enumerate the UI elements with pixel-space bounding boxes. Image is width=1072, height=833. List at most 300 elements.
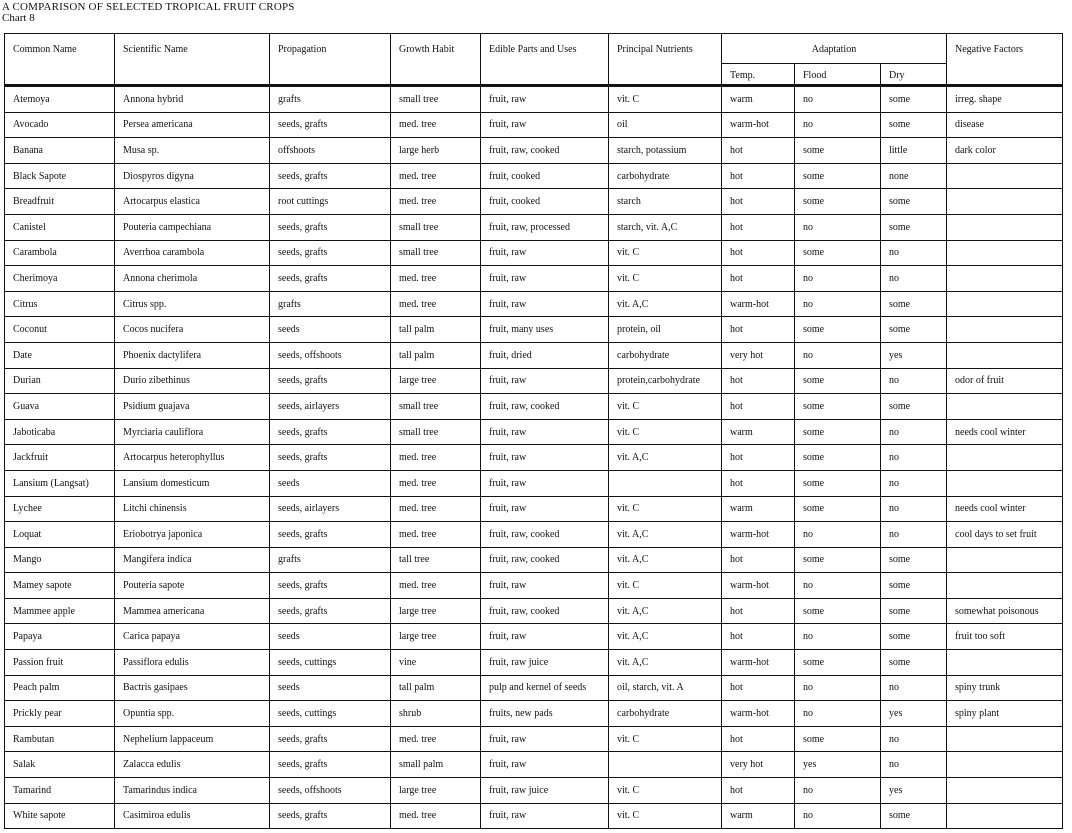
cell-principal-nutrients: [609, 752, 722, 778]
cell-edible-parts: fruit, raw: [481, 86, 609, 113]
cell-growth-habit: med. tree: [391, 726, 481, 752]
cell-flood: some: [795, 368, 881, 394]
cell-scientific-name: Musa sp.: [115, 138, 270, 164]
cell-principal-nutrients: carbohydrate: [609, 163, 722, 189]
cell-propagation: seeds, grafts: [270, 522, 391, 548]
cell-negative-factors: [947, 778, 1063, 804]
cell-negative-factors: cool days to set fruit: [947, 522, 1063, 548]
cell-growth-habit: shrub: [391, 701, 481, 727]
cell-principal-nutrients: carbohydrate: [609, 342, 722, 368]
cell-negative-factors: [947, 214, 1063, 240]
cell-growth-habit: tall tree: [391, 547, 481, 573]
cell-negative-factors: [947, 573, 1063, 599]
cell-principal-nutrients: [609, 470, 722, 496]
header-flood: Flood: [795, 64, 881, 86]
cell-growth-habit: large herb: [391, 138, 481, 164]
table-row: [5, 419, 1063, 445]
cell-negative-factors: dark color: [947, 138, 1063, 164]
cell-scientific-name: Passiflora edulis: [115, 650, 270, 676]
cell-temp: warm-hot: [722, 701, 795, 727]
cell-edible-parts: fruit, raw, cooked: [481, 547, 609, 573]
cell-scientific-name: Psidium guajava: [115, 394, 270, 420]
cell-growth-habit: large tree: [391, 624, 481, 650]
cell-dry: no: [881, 266, 947, 292]
table-row: [5, 496, 1063, 522]
cell-flood: no: [795, 522, 881, 548]
cell-common-name: Breadfruit: [5, 189, 115, 215]
cell-propagation: seeds, grafts: [270, 266, 391, 292]
cell-scientific-name: Opuntia spp.: [115, 701, 270, 727]
cell-common-name: Lychee: [5, 496, 115, 522]
cell-growth-habit: med. tree: [391, 496, 481, 522]
header-common-name: Common Name: [5, 34, 115, 86]
cell-propagation: seeds, grafts: [270, 368, 391, 394]
cell-growth-habit: vine: [391, 650, 481, 676]
cell-flood: no: [795, 112, 881, 138]
cell-edible-parts: fruit, raw: [481, 112, 609, 138]
cell-flood: some: [795, 240, 881, 266]
cell-temp: warm: [722, 86, 795, 113]
cell-temp: warm-hot: [722, 522, 795, 548]
cell-common-name: Banana: [5, 138, 115, 164]
cell-propagation: seeds, grafts: [270, 419, 391, 445]
header-temp: Temp.: [722, 64, 795, 86]
cell-negative-factors: [947, 342, 1063, 368]
cell-scientific-name: Persea americana: [115, 112, 270, 138]
cell-flood: some: [795, 496, 881, 522]
header-scientific-name: Scientific Name: [115, 34, 270, 86]
cell-principal-nutrients: vit. A,C: [609, 547, 722, 573]
cell-edible-parts: fruit, dried: [481, 342, 609, 368]
cell-dry: yes: [881, 701, 947, 727]
cell-dry: yes: [881, 342, 947, 368]
table-row: [5, 112, 1063, 138]
cell-edible-parts: fruit, many uses: [481, 317, 609, 343]
cell-negative-factors: [947, 547, 1063, 573]
cell-growth-habit: med. tree: [391, 112, 481, 138]
cell-dry: some: [881, 394, 947, 420]
cell-propagation: seeds: [270, 624, 391, 650]
cell-common-name: Canistel: [5, 214, 115, 240]
cell-edible-parts: fruit, raw, cooked: [481, 598, 609, 624]
table-row: [5, 291, 1063, 317]
cell-dry: some: [881, 803, 947, 829]
cell-scientific-name: Cocos nucifera: [115, 317, 270, 343]
table-row: [5, 778, 1063, 804]
table-row: [5, 726, 1063, 752]
cell-growth-habit: med. tree: [391, 573, 481, 599]
cell-dry: some: [881, 650, 947, 676]
cell-propagation: seeds: [270, 675, 391, 701]
cell-principal-nutrients: vit. C: [609, 86, 722, 113]
cell-negative-factors: [947, 189, 1063, 215]
cell-growth-habit: med. tree: [391, 291, 481, 317]
cell-scientific-name: Pouteria sapote: [115, 573, 270, 599]
cell-edible-parts: fruit, raw: [481, 752, 609, 778]
cell-flood: some: [795, 419, 881, 445]
table-body: [5, 86, 1063, 829]
cell-dry: no: [881, 752, 947, 778]
cell-propagation: root cuttings: [270, 189, 391, 215]
cell-scientific-name: Averrhoa carambola: [115, 240, 270, 266]
cell-dry: some: [881, 317, 947, 343]
cell-common-name: White sapote: [5, 803, 115, 829]
cell-temp: very hot: [722, 752, 795, 778]
cell-principal-nutrients: protein, oil: [609, 317, 722, 343]
cell-negative-factors: [947, 163, 1063, 189]
page-title: A COMPARISON OF SELECTED TROPICAL FRUIT CROPS: [2, 1, 295, 13]
cell-scientific-name: Citrus spp.: [115, 291, 270, 317]
cell-temp: warm: [722, 496, 795, 522]
cell-propagation: seeds, airlayers: [270, 496, 391, 522]
cell-propagation: seeds, cuttings: [270, 701, 391, 727]
cell-edible-parts: fruit, raw: [481, 470, 609, 496]
cell-propagation: grafts: [270, 291, 391, 317]
cell-common-name: Coconut: [5, 317, 115, 343]
table-row: [5, 240, 1063, 266]
cell-temp: hot: [722, 675, 795, 701]
cell-propagation: seeds, cuttings: [270, 650, 391, 676]
cell-edible-parts: fruit, raw: [481, 419, 609, 445]
cell-negative-factors: [947, 445, 1063, 471]
cell-scientific-name: Artocarpus elastica: [115, 189, 270, 215]
table-row: [5, 163, 1063, 189]
cell-temp: warm: [722, 803, 795, 829]
cell-common-name: Rambutan: [5, 726, 115, 752]
cell-growth-habit: tall palm: [391, 342, 481, 368]
cell-edible-parts: fruit, raw: [481, 624, 609, 650]
cell-propagation: seeds, grafts: [270, 214, 391, 240]
cell-principal-nutrients: vit. A,C: [609, 522, 722, 548]
cell-edible-parts: fruit, raw, processed: [481, 214, 609, 240]
cell-edible-parts: fruit, raw juice: [481, 650, 609, 676]
cell-principal-nutrients: carbohydrate: [609, 701, 722, 727]
cell-flood: no: [795, 342, 881, 368]
cell-flood: some: [795, 650, 881, 676]
table-row: [5, 803, 1063, 829]
cell-dry: some: [881, 291, 947, 317]
cell-edible-parts: fruit, raw, cooked: [481, 394, 609, 420]
cell-growth-habit: small tree: [391, 394, 481, 420]
cell-propagation: seeds, offshoots: [270, 778, 391, 804]
cell-temp: warm-hot: [722, 573, 795, 599]
cell-edible-parts: fruit, raw: [481, 803, 609, 829]
cell-common-name: Cherimoya: [5, 266, 115, 292]
cell-common-name: Durian: [5, 368, 115, 394]
cell-scientific-name: Diospyros digyna: [115, 163, 270, 189]
cell-principal-nutrients: oil, starch, vit. A: [609, 675, 722, 701]
cell-dry: no: [881, 419, 947, 445]
cell-dry: yes: [881, 778, 947, 804]
cell-common-name: Atemoya: [5, 86, 115, 113]
table-row: [5, 138, 1063, 164]
cell-principal-nutrients: vit. C: [609, 573, 722, 599]
cell-growth-habit: tall palm: [391, 675, 481, 701]
cell-propagation: seeds, offshoots: [270, 342, 391, 368]
cell-principal-nutrients: vit. C: [609, 419, 722, 445]
cell-growth-habit: large tree: [391, 778, 481, 804]
cell-common-name: Jackfruit: [5, 445, 115, 471]
cell-principal-nutrients: vit. A,C: [609, 598, 722, 624]
cell-propagation: seeds, grafts: [270, 726, 391, 752]
table-row: [5, 547, 1063, 573]
cell-growth-habit: med. tree: [391, 522, 481, 548]
header-dry: Dry: [881, 64, 947, 86]
cell-negative-factors: [947, 650, 1063, 676]
cell-scientific-name: Zalacca edulis: [115, 752, 270, 778]
cell-common-name: Avocado: [5, 112, 115, 138]
cell-principal-nutrients: protein,carbohydrate: [609, 368, 722, 394]
cell-principal-nutrients: vit. C: [609, 496, 722, 522]
cell-principal-nutrients: vit. C: [609, 803, 722, 829]
cell-dry: none: [881, 163, 947, 189]
cell-principal-nutrients: vit. A,C: [609, 650, 722, 676]
cell-common-name: Black Sapote: [5, 163, 115, 189]
header-growth-habit: Growth Habit: [391, 34, 481, 86]
table-row: [5, 598, 1063, 624]
cell-edible-parts: fruit, cooked: [481, 163, 609, 189]
cell-flood: no: [795, 291, 881, 317]
cell-negative-factors: [947, 470, 1063, 496]
cell-principal-nutrients: starch: [609, 189, 722, 215]
cell-flood: no: [795, 573, 881, 599]
table-row: [5, 522, 1063, 548]
cell-dry: no: [881, 496, 947, 522]
cell-growth-habit: med. tree: [391, 470, 481, 496]
cell-temp: hot: [722, 470, 795, 496]
cell-scientific-name: Annona hybrid: [115, 86, 270, 113]
cell-negative-factors: [947, 291, 1063, 317]
table-row: [5, 624, 1063, 650]
cell-propagation: grafts: [270, 547, 391, 573]
cell-temp: hot: [722, 266, 795, 292]
cell-propagation: seeds, grafts: [270, 163, 391, 189]
table-row: [5, 368, 1063, 394]
cell-dry: some: [881, 624, 947, 650]
cell-temp: warm-hot: [722, 112, 795, 138]
cell-negative-factors: disease: [947, 112, 1063, 138]
header-negative-factors: Negative Factors: [947, 34, 1063, 86]
cell-propagation: grafts: [270, 86, 391, 113]
cell-temp: very hot: [722, 342, 795, 368]
cell-dry: some: [881, 112, 947, 138]
cell-negative-factors: odor of fruit: [947, 368, 1063, 394]
cell-common-name: Mammee apple: [5, 598, 115, 624]
cell-scientific-name: Tamarindus indica: [115, 778, 270, 804]
cell-temp: warm-hot: [722, 650, 795, 676]
cell-principal-nutrients: starch, vit. A,C: [609, 214, 722, 240]
cell-flood: some: [795, 598, 881, 624]
cell-growth-habit: med. tree: [391, 163, 481, 189]
cell-flood: some: [795, 163, 881, 189]
cell-dry: no: [881, 726, 947, 752]
cell-scientific-name: Mangifera indica: [115, 547, 270, 573]
cell-common-name: Lansium (Langsat): [5, 470, 115, 496]
cell-dry: no: [881, 470, 947, 496]
cell-scientific-name: Carica papaya: [115, 624, 270, 650]
cell-temp: warm-hot: [722, 291, 795, 317]
cell-growth-habit: med. tree: [391, 445, 481, 471]
cell-principal-nutrients: vit. C: [609, 726, 722, 752]
cell-scientific-name: Nephelium lappaceum: [115, 726, 270, 752]
cell-flood: no: [795, 86, 881, 113]
cell-growth-habit: large tree: [391, 368, 481, 394]
cell-flood: yes: [795, 752, 881, 778]
table-row: [5, 701, 1063, 727]
cell-negative-factors: fruit too soft: [947, 624, 1063, 650]
cell-principal-nutrients: vit. A,C: [609, 624, 722, 650]
cell-principal-nutrients: vit. C: [609, 266, 722, 292]
table-row: [5, 573, 1063, 599]
cell-dry: no: [881, 240, 947, 266]
table-row: [5, 470, 1063, 496]
cell-growth-habit: small tree: [391, 240, 481, 266]
cell-flood: some: [795, 138, 881, 164]
cell-common-name: Citrus: [5, 291, 115, 317]
cell-flood: no: [795, 701, 881, 727]
cell-edible-parts: fruit, raw: [481, 368, 609, 394]
cell-flood: no: [795, 675, 881, 701]
table-row: [5, 752, 1063, 778]
cell-principal-nutrients: vit. A,C: [609, 291, 722, 317]
cell-dry: some: [881, 547, 947, 573]
table-row: [5, 317, 1063, 343]
cell-edible-parts: fruit, raw: [481, 266, 609, 292]
cell-propagation: seeds, airlayers: [270, 394, 391, 420]
cell-propagation: seeds: [270, 470, 391, 496]
cell-growth-habit: small tree: [391, 214, 481, 240]
table-row: [5, 266, 1063, 292]
cell-dry: little: [881, 138, 947, 164]
cell-principal-nutrients: starch, potassium: [609, 138, 722, 164]
cell-propagation: seeds, grafts: [270, 573, 391, 599]
cell-flood: no: [795, 266, 881, 292]
cell-negative-factors: somewhat poisonous: [947, 598, 1063, 624]
cell-edible-parts: fruit, cooked: [481, 189, 609, 215]
table-row: [5, 214, 1063, 240]
cell-dry: some: [881, 86, 947, 113]
cell-common-name: Passion fruit: [5, 650, 115, 676]
header-principal-nutrients: Principal Nutrients: [609, 34, 722, 86]
cell-growth-habit: small tree: [391, 86, 481, 113]
cell-temp: hot: [722, 394, 795, 420]
cell-temp: hot: [722, 240, 795, 266]
cell-edible-parts: pulp and kernel of seeds: [481, 675, 609, 701]
fruit-crops-table: [4, 33, 1063, 829]
cell-scientific-name: Durio zibethinus: [115, 368, 270, 394]
cell-negative-factors: [947, 394, 1063, 420]
cell-scientific-name: Casimiroa edulis: [115, 803, 270, 829]
cell-dry: no: [881, 445, 947, 471]
cell-scientific-name: Pouteria campechiana: [115, 214, 270, 240]
cell-scientific-name: Myrciaria cauliflora: [115, 419, 270, 445]
cell-temp: hot: [722, 726, 795, 752]
cell-edible-parts: fruit, raw: [481, 240, 609, 266]
cell-negative-factors: [947, 752, 1063, 778]
cell-scientific-name: Lansium domesticum: [115, 470, 270, 496]
cell-growth-habit: med. tree: [391, 189, 481, 215]
cell-edible-parts: fruit, raw juice: [481, 778, 609, 804]
cell-propagation: seeds, grafts: [270, 803, 391, 829]
cell-temp: hot: [722, 547, 795, 573]
cell-negative-factors: needs cool winter: [947, 496, 1063, 522]
cell-dry: no: [881, 368, 947, 394]
table-row: [5, 394, 1063, 420]
cell-growth-habit: med. tree: [391, 803, 481, 829]
cell-negative-factors: spiny plant: [947, 701, 1063, 727]
cell-flood: no: [795, 803, 881, 829]
cell-scientific-name: Annona cherimola: [115, 266, 270, 292]
cell-propagation: offshoots: [270, 138, 391, 164]
cell-common-name: Date: [5, 342, 115, 368]
cell-propagation: seeds, grafts: [270, 598, 391, 624]
cell-flood: some: [795, 726, 881, 752]
cell-growth-habit: small tree: [391, 419, 481, 445]
cell-temp: warm: [722, 419, 795, 445]
cell-dry: some: [881, 214, 947, 240]
cell-temp: hot: [722, 778, 795, 804]
cell-common-name: Jaboticaba: [5, 419, 115, 445]
cell-common-name: Peach palm: [5, 675, 115, 701]
cell-principal-nutrients: vit. C: [609, 240, 722, 266]
cell-edible-parts: fruit, raw: [481, 445, 609, 471]
cell-common-name: Carambola: [5, 240, 115, 266]
cell-negative-factors: [947, 726, 1063, 752]
cell-flood: no: [795, 214, 881, 240]
cell-edible-parts: fruit, raw: [481, 496, 609, 522]
cell-flood: some: [795, 547, 881, 573]
cell-flood: some: [795, 317, 881, 343]
header-propagation: Propagation: [270, 34, 391, 86]
cell-temp: hot: [722, 598, 795, 624]
cell-scientific-name: Phoenix dactylifera: [115, 342, 270, 368]
cell-principal-nutrients: vit. C: [609, 778, 722, 804]
cell-common-name: Tamarind: [5, 778, 115, 804]
cell-edible-parts: fruit, raw, cooked: [481, 522, 609, 548]
cell-common-name: Prickly pear: [5, 701, 115, 727]
cell-edible-parts: fruit, raw, cooked: [481, 138, 609, 164]
cell-temp: hot: [722, 214, 795, 240]
cell-flood: some: [795, 394, 881, 420]
cell-negative-factors: [947, 317, 1063, 343]
cell-propagation: seeds, grafts: [270, 752, 391, 778]
cell-flood: some: [795, 445, 881, 471]
cell-temp: hot: [722, 163, 795, 189]
cell-propagation: seeds, grafts: [270, 445, 391, 471]
cell-scientific-name: Eriobotrya japonica: [115, 522, 270, 548]
cell-principal-nutrients: oil: [609, 112, 722, 138]
cell-negative-factors: irreg. shape: [947, 86, 1063, 113]
header-adaptation: Adaptation: [722, 34, 947, 64]
cell-common-name: Papaya: [5, 624, 115, 650]
cell-growth-habit: med. tree: [391, 266, 481, 292]
cell-growth-habit: tall palm: [391, 317, 481, 343]
cell-scientific-name: Artocarpus heterophyllus: [115, 445, 270, 471]
cell-common-name: Mamey sapote: [5, 573, 115, 599]
cell-negative-factors: [947, 266, 1063, 292]
cell-scientific-name: Litchi chinensis: [115, 496, 270, 522]
cell-temp: hot: [722, 317, 795, 343]
cell-propagation: seeds, grafts: [270, 112, 391, 138]
cell-edible-parts: fruits, new pads: [481, 701, 609, 727]
cell-common-name: Loquat: [5, 522, 115, 548]
cell-dry: some: [881, 189, 947, 215]
cell-common-name: Guava: [5, 394, 115, 420]
cell-dry: some: [881, 573, 947, 599]
cell-growth-habit: small palm: [391, 752, 481, 778]
cell-flood: no: [795, 624, 881, 650]
cell-dry: no: [881, 675, 947, 701]
